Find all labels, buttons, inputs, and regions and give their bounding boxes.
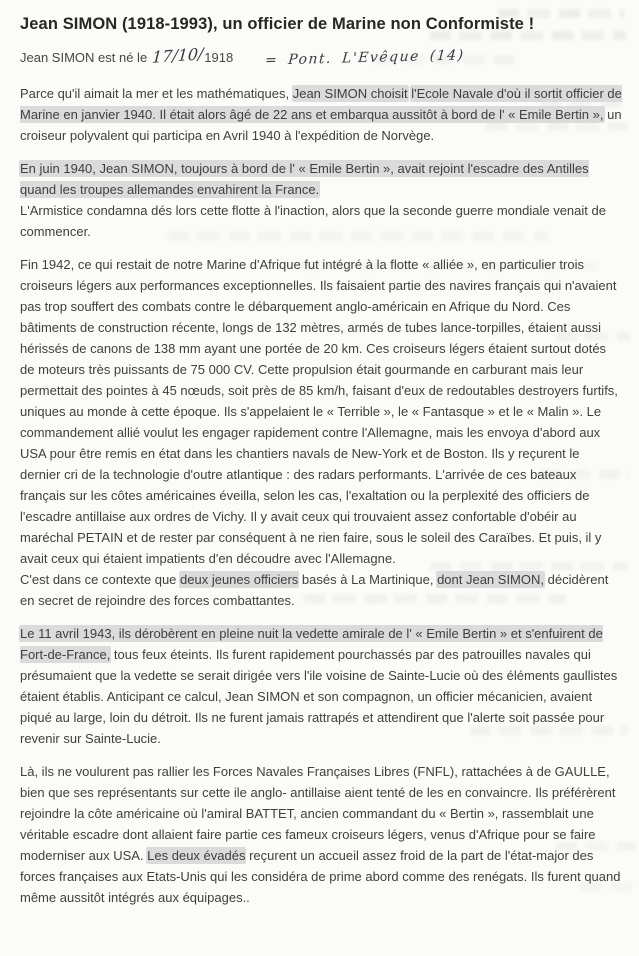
highlighted-segment: Les deux évadés xyxy=(147,848,246,863)
text-segment: basés à La Martinique, xyxy=(298,572,438,587)
highlighted-segment: dont Jean SIMON, xyxy=(437,572,545,587)
text-segment: L'Armistice condamna dés lors cette flotte à l'inaction, alors que la seconde guerre mondiale venait de commencer. xyxy=(20,203,606,239)
text-segment: décidèrent en secret de rejoindre des forces combattantes. xyxy=(20,572,609,608)
handwritten-note: = Pont. L'Evêque (14) xyxy=(264,47,466,69)
birth-line xyxy=(20,44,623,69)
highlighted-segment: Jean SIMON choisit xyxy=(292,86,408,101)
paragraph xyxy=(20,158,623,200)
paragraph xyxy=(20,761,623,908)
text-segment: Parce qu'il aimait la mer et les mathématiques, xyxy=(20,86,293,101)
page-title: Jean SIMON (1918-1993), un officier de Marine non Conformiste ! xyxy=(20,15,535,33)
highlighted-segment: deux jeunes officiers xyxy=(180,572,299,587)
text-segment: Là, ils ne voulurent pas rallier les Forces Navales Françaises Libres (FNFL), rattachées à de GAULLE, bien que ses représentants sur cette ile anglo- antillaise aient tenté de les en convaincre. Ils préférèrent rejoindre la côte américaine où l'amiral BATTET, ancien commandant du « Bertin », rassemblait une véritable escadre dont allaient faire partie ces fameux croiseurs légers, venus d'Afrique pour se faire moderniser aux USA. xyxy=(20,764,616,863)
highlighted-segment: Le 11 avril 1943, ils dérobèrent en pleine nuit la vedette amirale de l' « Emile Bertin » et s'enfuirent de Fort-de-France, xyxy=(20,626,603,662)
paragraph xyxy=(20,623,623,749)
text-segment: tous feux éteints. Ils furent rapidement pourchassés par des patrouilles navales qui présumaient que la vedette se serait dirigée vers l'ile voisine de Sainte-Lucie où des éléments gaullistes étaient établis. Anticipant ce calcul, Jean SIMON et son compagnon, un officier mécanicien, avaient piqué au large, loin du détroit. Ils ne furent jamais rattrapés et attendirent que l'alerte soit passée pour revenir sur Sainte-Lucie. xyxy=(20,647,618,746)
paragraph xyxy=(20,569,623,611)
highlighted-segment: l'Ecole Navale d'où il sortit officier de Marine en janvier 1940. Il était alors âgé de 22 ans et embarqua aussitôt à bord de l' « Emile Bertin », xyxy=(20,86,622,122)
paragraph xyxy=(20,200,623,242)
birth-year: 1918 xyxy=(204,50,234,65)
birth-line-prefix: Jean SIMON est né le xyxy=(20,50,148,65)
text-segment: C'est dans ce contexte que xyxy=(20,572,181,587)
highlighted-segment: En juin 1940, Jean SIMON, toujours à bord de l' « Emile Bertin », avait rejoint l'escadre des Antilles quand les troupes allemandes envahirent la France. xyxy=(20,161,589,197)
handwritten-date: 17/10/ xyxy=(151,44,204,67)
text-segment: reçurent un accueil assez froid de la part de l'état-major des forces françaises aux Etats-Unis qui les considéra de prime abord comme des renégats. Ils furent quand même aussitôt intégrés aux équipages.. xyxy=(20,848,621,905)
text-segment: un croiseur polyvalent qui participa en Avril 1940 à l'expédition de Norvège. xyxy=(20,107,622,143)
paragraph xyxy=(20,83,623,146)
text-segment: Fin 1942, ce qui restait de notre Marine d'Afrique fut intégré à la flotte « alliée », en particulier trois croiseurs légers aux performances exceptionnelles. Ils faisaient partie des navires français qui n'avaient pas trop souffert des combats contre le débarquement anglo-américain en Afrique du Nord. Ces bâtiments de construction récente, longs de 132 mètres, armés de tubes lance-torpilles, étaient aussi hérissés de canons de 138 mm ayant une portée de 20 km. Ces croiseurs légers étaient surtout dotés de moteurs très puissants de 75 000 CV. Cette propulsion était gourmande en carburant mais leur permettait des pointes à 45 nœuds, soit près de 85 km/h, faisant d'eux de redoutables destroyers furtifs, uniques au monde à cette époque. Ils s'appelaient le « Terrible », le « Fantasque » et le « Malin ». Le commandement allié voulut les engager rapidement contre l'Allemagne, mais les envoya d'abord aux USA pour être remis en état dans les chantiers navals de New-York et de Boston. Ils y reçurent le dernier cri de la technologie d'outre atlantique : des radars performants. L'arrivée de ces bateaux français sur les côtes américaines éveilla, selon les cas, l'exaltation ou la perplexité des officiers de l'escadre antillaise aux ordres de Vichy. Il y avait ceux qui trouvaient assez confortable d'obéir au maréchal PETAIN et de rester par conséquent à ne rien faire, sous le soleil des Caraïbes. Et puis, il y avait ceux qui étaient impatients d'en découdre avec l'Allemagne. xyxy=(20,257,618,566)
paragraph xyxy=(20,254,623,569)
